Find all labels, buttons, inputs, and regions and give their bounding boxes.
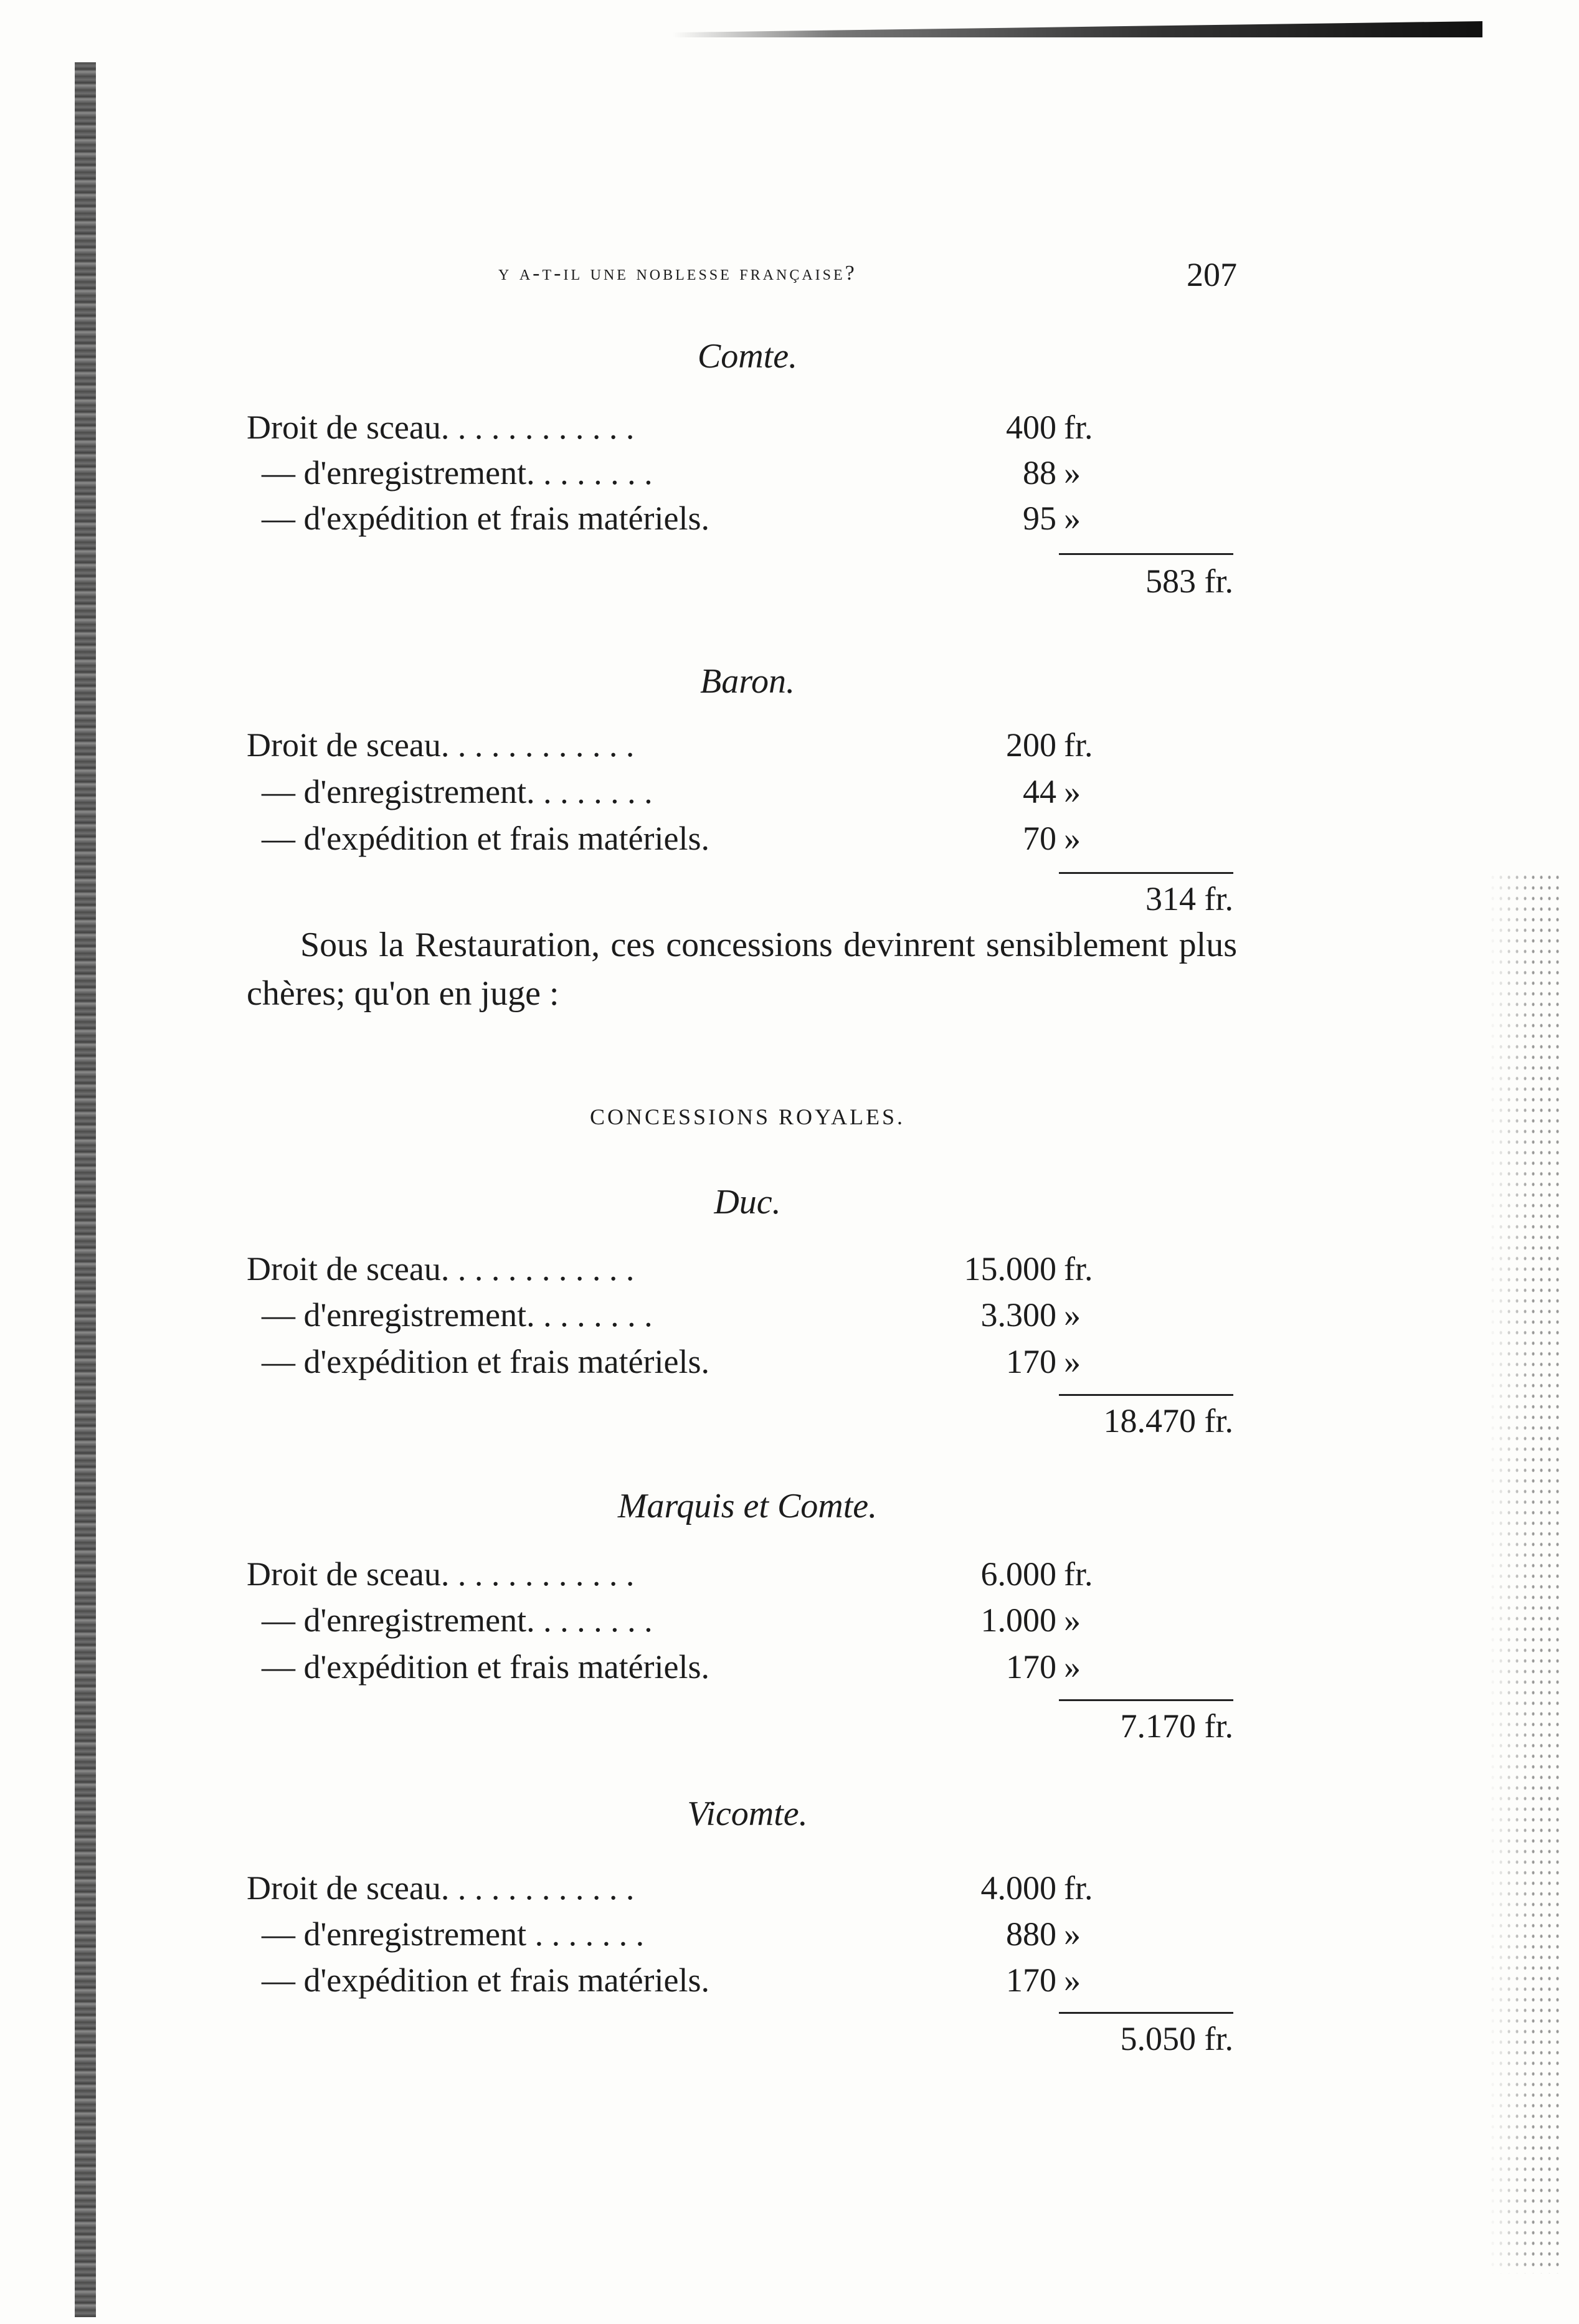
fee-unit: » [1064, 1648, 1081, 1686]
fee-label: Droit de sceau. . . . . . . . . . . . [247, 1250, 635, 1288]
fee-unit: fr. [1064, 1250, 1093, 1288]
fee-label: — d'enregistrement. . . . . . . . [262, 454, 653, 491]
fee-label: Droit de sceau. . . . . . . . . . . . [247, 1555, 635, 1593]
fee-label: — d'enregistrement. . . . . . . . [262, 1601, 653, 1639]
fee-amount: 95 [1023, 500, 1056, 537]
fee-amount: 170 [1006, 1648, 1056, 1686]
section-total: 5.050 fr. [1120, 2020, 1233, 2057]
fee-amount: 880 [1006, 1915, 1056, 1953]
fee-unit: » [1064, 773, 1081, 810]
sum-rule [1059, 553, 1233, 555]
section-title-royal: CONCESSIONS ROYALES. [589, 1104, 906, 1129]
fee-unit: » [1064, 1915, 1081, 1953]
section-heading-comte: Comte. [697, 337, 798, 376]
fee-unit: » [1064, 500, 1081, 537]
fee-unit: fr. [1064, 1869, 1093, 1907]
sum-rule [1059, 2012, 1233, 2014]
section-heading-baron: Baron. [700, 662, 795, 701]
running-head: y a-t-il une noblesse française? [498, 262, 857, 285]
fee-unit: fr. [1064, 409, 1093, 446]
fee-unit: fr. [1064, 726, 1093, 764]
fee-label: — d'expédition et frais matériels. [262, 1343, 710, 1380]
fee-unit: fr. [1064, 1555, 1093, 1593]
section-total: 18.470 fr. [1103, 1402, 1233, 1439]
page-edge-noise [1489, 872, 1563, 2274]
fee-unit: » [1064, 1601, 1081, 1639]
fee-label: Droit de sceau. . . . . . . . . . . . [247, 1869, 635, 1907]
fee-amount: 200 [1006, 726, 1056, 764]
fee-label: — d'expédition et frais matériels. [262, 820, 710, 857]
fee-label: — d'expédition et frais matériels. [262, 500, 710, 537]
fee-amount: 170 [1006, 1343, 1056, 1380]
fee-amount: 4.000 [980, 1869, 1056, 1907]
sum-rule [1059, 872, 1233, 874]
fee-amount: 1.000 [980, 1601, 1056, 1639]
fee-amount: 170 [1006, 1961, 1056, 1999]
fee-amount: 44 [1023, 773, 1056, 810]
fee-unit: » [1064, 820, 1081, 857]
section-total: 7.170 fr. [1120, 1707, 1233, 1745]
fee-amount: 88 [1023, 454, 1056, 491]
fee-label: Droit de sceau. . . . . . . . . . . . [247, 409, 635, 446]
fee-label: Droit de sceau. . . . . . . . . . . . [247, 726, 635, 764]
fee-amount: 70 [1023, 820, 1056, 857]
fee-label: — d'enregistrement. . . . . . . . [262, 773, 653, 810]
fee-label: — d'expédition et frais matériels. [262, 1961, 710, 1999]
fee-amount: 400 [1006, 409, 1056, 446]
binding-edge [75, 62, 96, 2317]
top-edge-shadow [673, 21, 1482, 37]
section-heading-duc: Duc. [714, 1183, 781, 1221]
fee-amount: 3.300 [980, 1296, 1056, 1334]
section-total: 583 fr. [1145, 562, 1233, 600]
section-heading-vicomte: Vicomte. [687, 1795, 808, 1833]
fee-unit: » [1064, 454, 1081, 491]
sum-rule [1059, 1699, 1233, 1701]
body-paragraph: Sous la Restauration, ces concessions devinrent sensiblement plus chères; qu'on en juge : [247, 926, 1237, 1013]
fee-amount: 6.000 [980, 1555, 1056, 1593]
fee-amount: 15.000 [964, 1250, 1056, 1288]
section-heading-marquis: Marquis et Comte. [617, 1487, 878, 1525]
section-total: 314 fr. [1145, 880, 1233, 918]
fee-label: — d'expédition et frais matériels. [262, 1648, 710, 1686]
page-number: 207 [1187, 256, 1237, 293]
fee-label: — d'enregistrement. . . . . . . . [262, 1296, 653, 1334]
fee-unit: » [1064, 1343, 1081, 1380]
fee-unit: » [1064, 1296, 1081, 1334]
fee-unit: » [1064, 1961, 1081, 1999]
fee-label: — d'enregistrement . . . . . . . [262, 1915, 645, 1953]
sum-rule [1059, 1394, 1233, 1396]
